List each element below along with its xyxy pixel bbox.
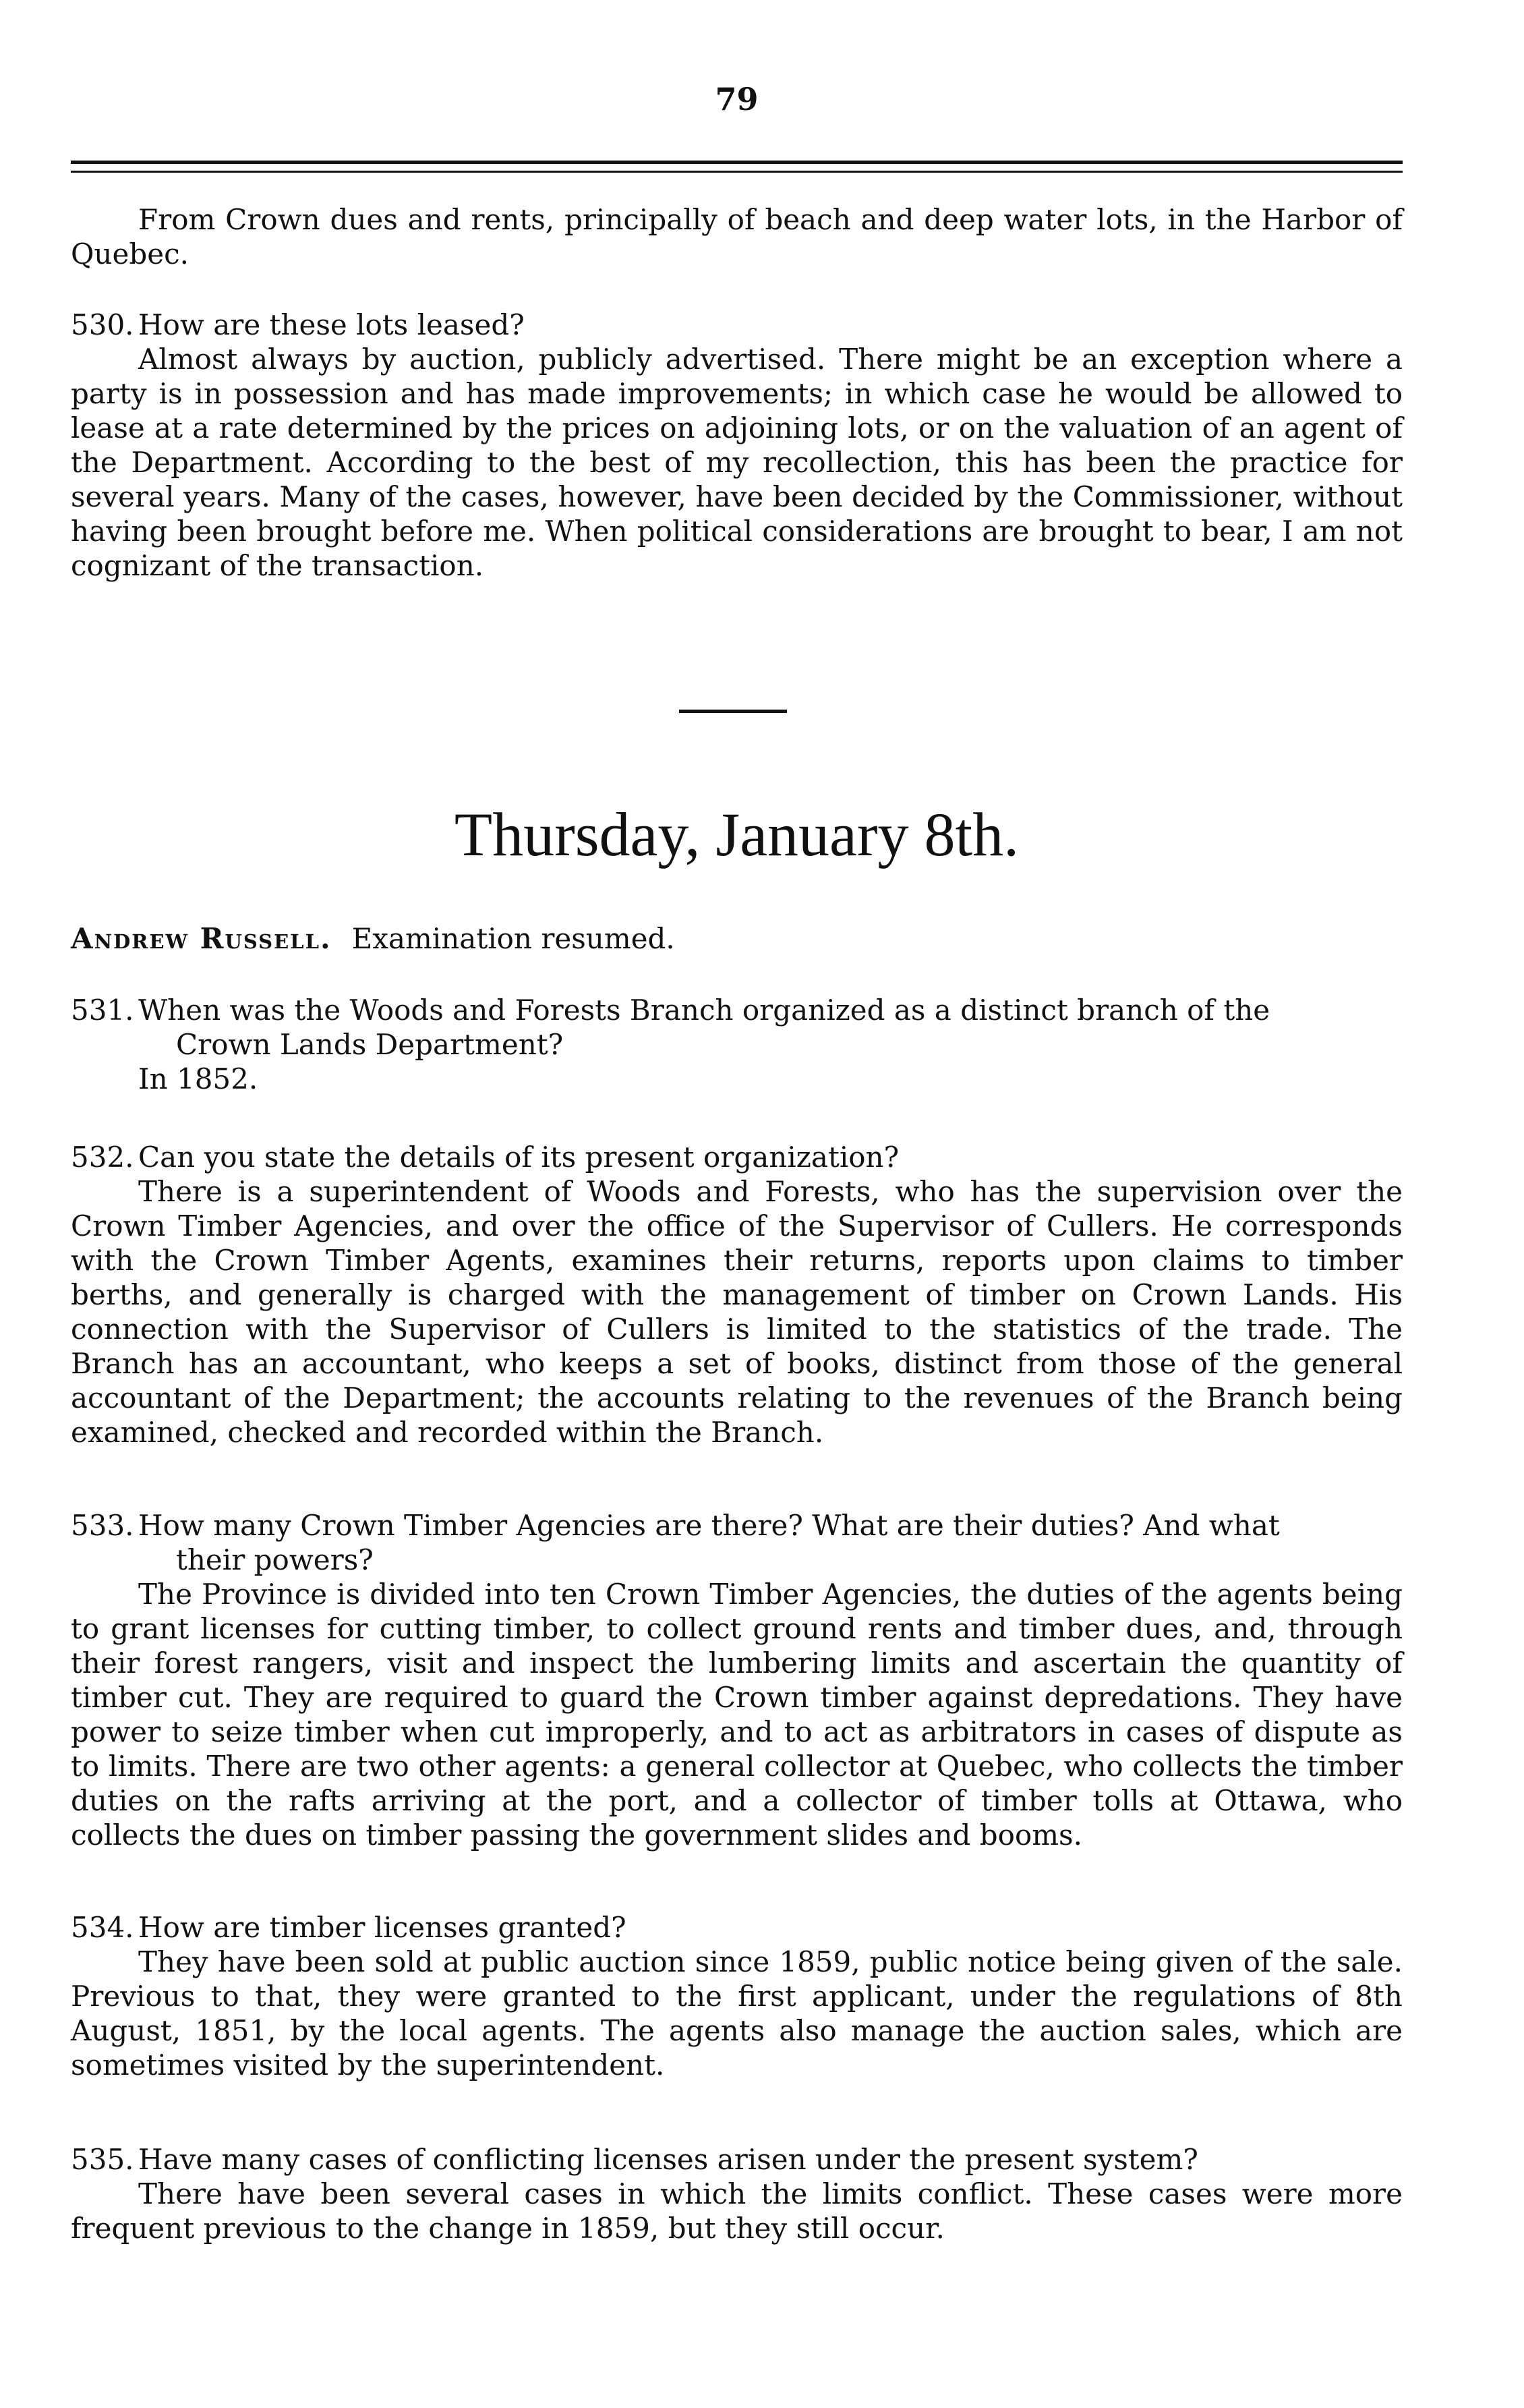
- question-531-line: [71, 993, 1403, 1062]
- answer-530: Almost always by auction, publicly advertised. There might be an exception where a party is in possession and has made improvements; in which case he would be allowed to lease at a rate determined by the prices on adjoining lots, or on the valuation of an agent of the Department. According to the best of my recollection, this has been the practice for several years. Many of the cases, however, have been decided by the Commissioner, without having been brought before me. When political considerations are brought to bear, I am not cognizant of the transaction.: [71, 343, 1403, 582]
- question-533: [71, 1508, 1403, 1852]
- question-number: 532.: [71, 1141, 134, 1174]
- question-531: [71, 993, 1403, 1096]
- witness-name: Andrew Russell.: [71, 922, 332, 955]
- question-534: [71, 1910, 1403, 2082]
- answer-531: In 1852.: [138, 1062, 258, 1095]
- answer-532: There is a superintendent of Woods and Forests, who has the supervision over the Crown Timber Agencies, and over the office of the Supervisor of Cullers. He corresponds with the Crown Timber Agents, examines their returns, reports upon claims to timber berths, and generally is charged with the management of timber on Crown Lands. His connection with the Supervisor of Cullers is limited to the statistics of the trade. The Branch has an accountant, who keeps a set of books, distinct from those of the general accountant of the Department; the accounts relating to the revenues of the Branch being examined, checked and recorded within the Branch.: [71, 1175, 1403, 1449]
- header-double-rule: [71, 161, 1403, 173]
- question-number: 535.: [71, 2143, 134, 2176]
- section-divider: [679, 710, 787, 713]
- question-number: 531.: [71, 994, 134, 1027]
- page-number: 79: [715, 81, 759, 117]
- answer-534: They have been sold at public auction since 1859, public notice being given of the sale. Previous to that, they were granted to the first applicant, under the regulations of 8th August, 1851, by the local agents. The agents also manage the auction sales, which are sometimes visited by the superintendent.: [71, 1945, 1403, 2082]
- intro-paragraph: From Crown dues and rents, principally of beach and deep water lots, in the Harbor of Quebec.: [71, 203, 1403, 270]
- question-text: Have many cases of conflicting licenses arisen under the present system?: [138, 2143, 1198, 2176]
- question-text: Can you state the details of its present organization?: [138, 1141, 900, 1174]
- witness-line: [71, 921, 1403, 956]
- question-535: [71, 2142, 1403, 2245]
- question-number: 533.: [71, 1509, 134, 1542]
- question-530-line: [71, 308, 1403, 342]
- answer-533: The Province is divided into ten Crown Timber Agencies, the duties of the agents being to grant licenses for cutting timber, to collect ground rents and timber dues, and, through their forest rangers, visit and inspect the lumbering limits and ascertain the quantity of timber cut. They are required to guard the Crown timber against depredations. They have power to seize timber when cut improperly, and to act as arbitrators in cases of dispute as to limits. There are two other agents: a general collector at Quebec, who collects the timber duties on the rafts arriving at the port, and a collector of timber tolls at Ottawa, who collects the dues on timber passing the government slides and booms.: [71, 1578, 1403, 1852]
- question-text-continued: their powers?: [176, 1543, 374, 1576]
- question-535-line: [71, 2142, 1403, 2177]
- intro-block: [71, 202, 1403, 271]
- document-page: [71, 0, 1403, 2408]
- witness-paragraph: [71, 921, 1403, 956]
- question-532: [71, 1140, 1403, 1450]
- question-number: 530.: [71, 308, 134, 341]
- question-text: How are timber licenses granted?: [138, 1911, 626, 1944]
- question-text-continued: Crown Lands Department?: [176, 1028, 564, 1061]
- day-heading: Thursday, January 8th.: [454, 800, 1020, 869]
- question-text: How many Crown Timber Agencies are there? What are their duties? And what: [138, 1509, 1280, 1542]
- witness-note: Examination resumed.: [351, 922, 675, 955]
- question-text: How are these lots leased?: [138, 308, 525, 341]
- answer-535: There have been several cases in which the limits conflict. These cases were more frequent previous to the change in 1859, but they still occur.: [71, 2177, 1403, 2245]
- question-number: 534.: [71, 1911, 134, 1944]
- question-532-line: [71, 1140, 1403, 1174]
- question-530: [71, 308, 1403, 583]
- question-533-line: [71, 1508, 1403, 1577]
- question-534-line: [71, 1910, 1403, 1945]
- question-text: When was the Woods and Forests Branch organized as a distinct branch of the: [138, 994, 1270, 1027]
